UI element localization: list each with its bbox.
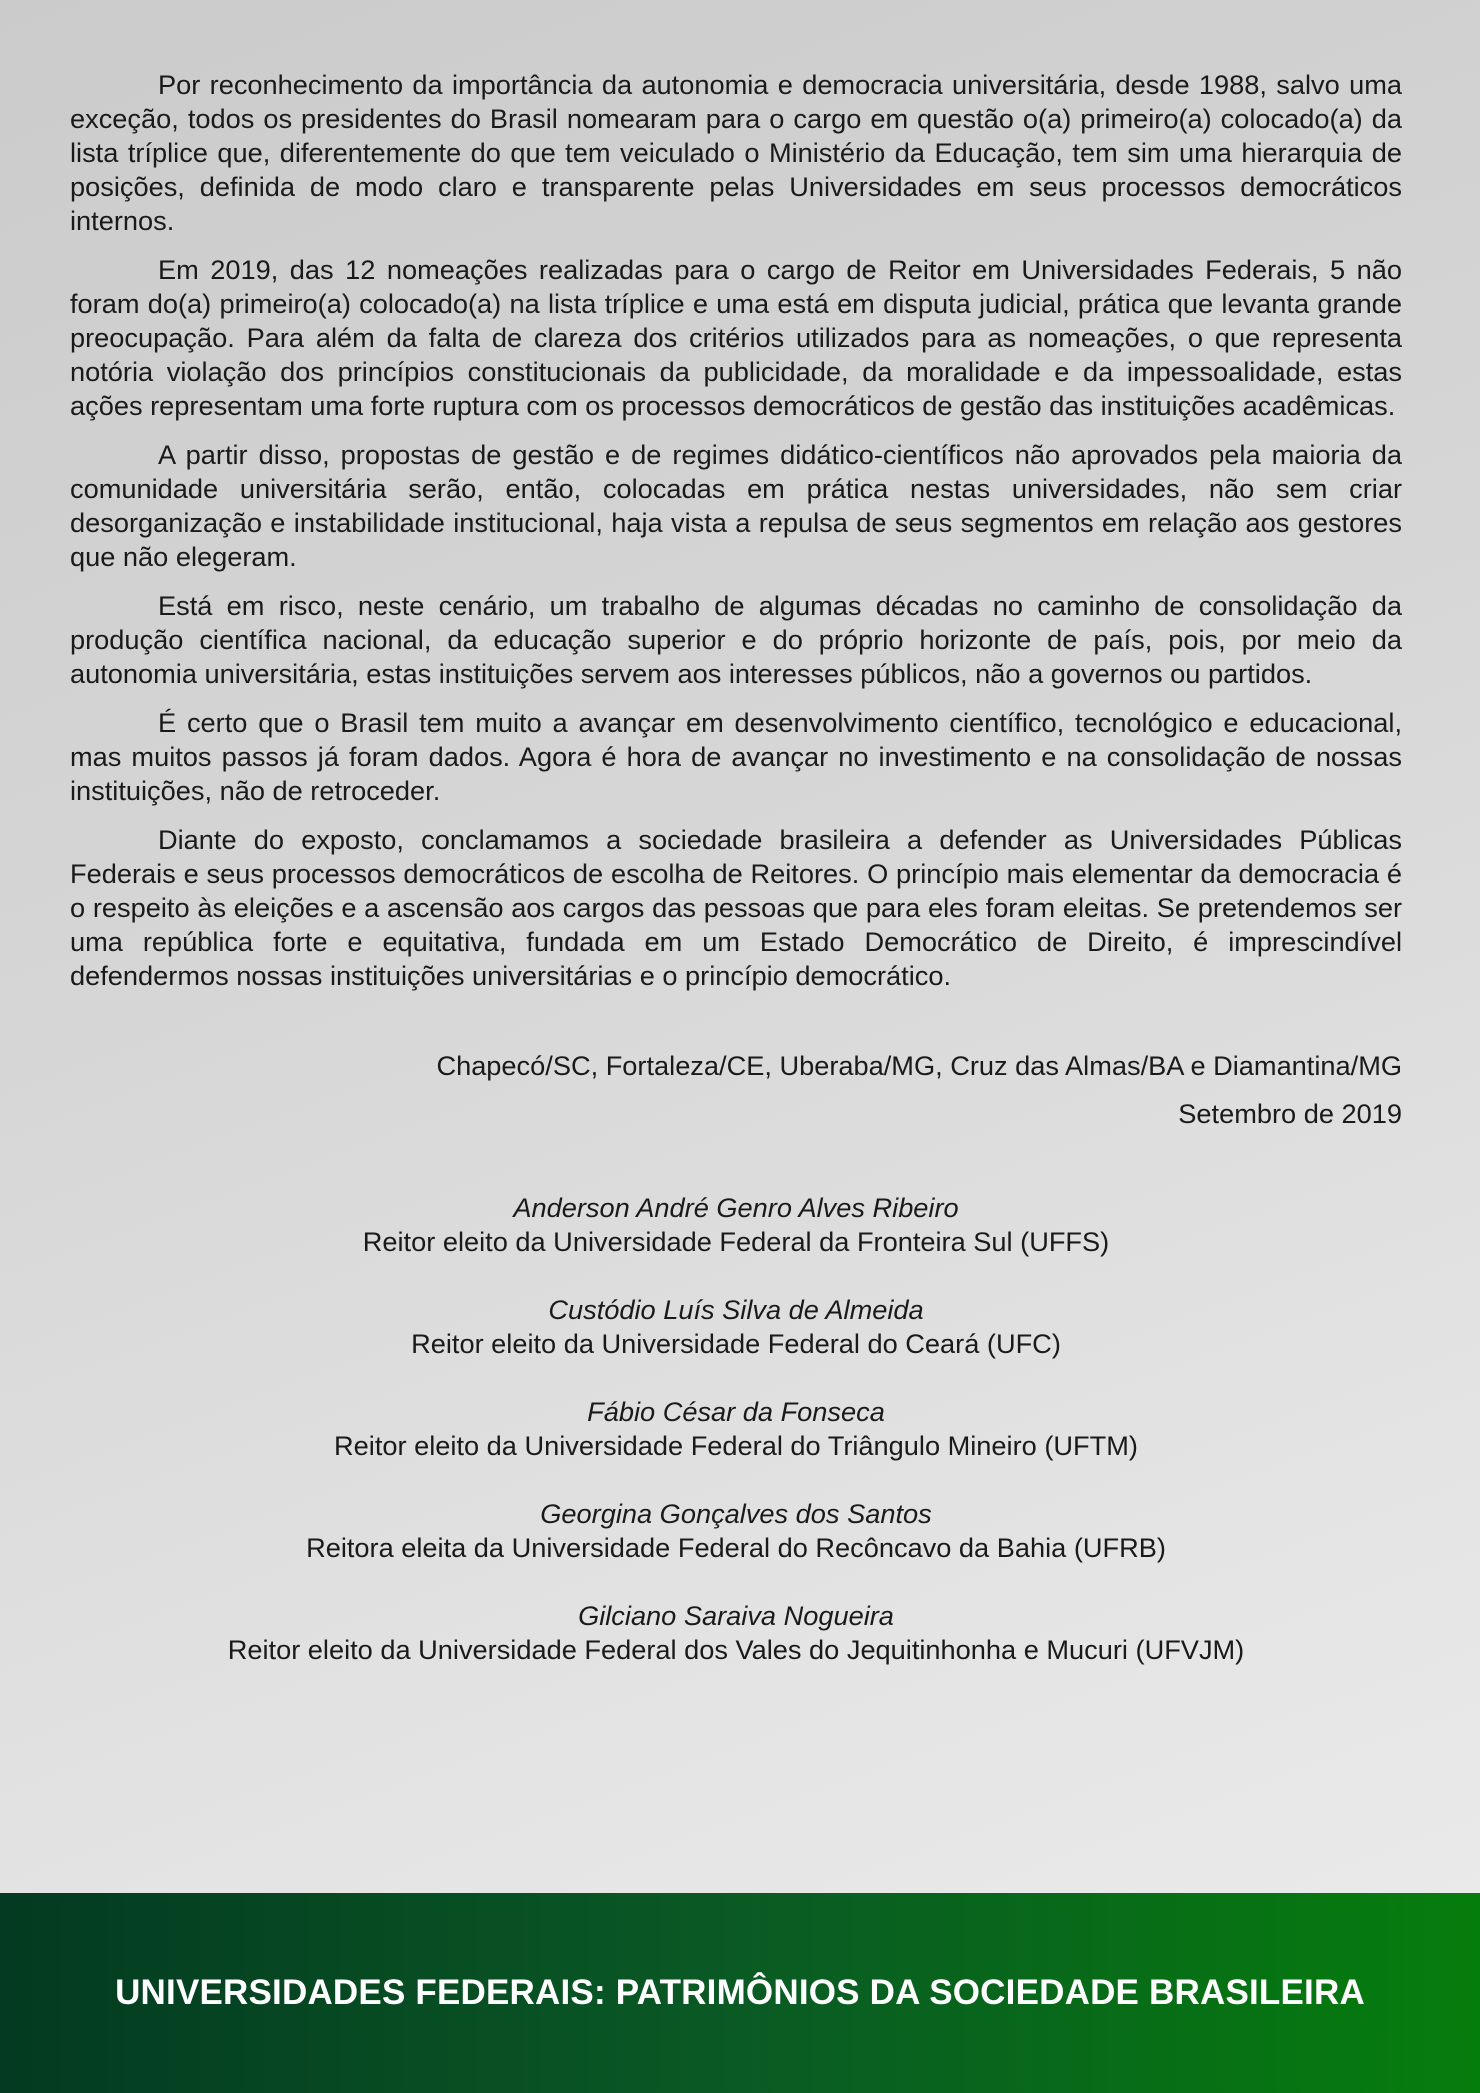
body-paragraph: Em 2019, das 12 nomeações realizadas para o cargo de Reitor em Universidades Federais, 5 não foram do(a) primeiro(a) colocado(a) na lista tríplice e uma está em disputa judicial, prática que levanta grande preocupação. Para além da falta de clareza dos critérios utilizados para as nomeações, o que representa notória violação dos princípios constitucionais da publicidade, da moralidade e da impessoalidade, estas ações representam uma forte ruptura com os processos democráticos de gestão das instituições acadêmicas.: [70, 254, 1402, 421]
signatory-name: Custódio Luís Silva de Almeida: [548, 1294, 924, 1325]
signatory: [70, 1191, 1402, 1259]
footer-banner: [0, 1893, 1480, 2093]
signatory: [70, 1293, 1402, 1361]
body-paragraph: É certo que o Brasil tem muito a avançar em desenvolvimento científico, tecnológico e educacional, mas muitos passos já foram dados. Agora é hora de avançar no investimento e na consolidação de nossas instituições, não de retroceder.: [70, 707, 1402, 806]
body-paragraph: Diante do exposto, conclamamos a sociedade brasileira a defender as Universidades Públicas Federais e seus processos democráticos de escolha de Reitores. O princípio mais elementar da democracia é o respeito às eleições e a ascensão aos cargos das pessoas que para eles foram eleitas. Se pretendemos ser uma república forte e equitativa, fundada em um Estado Democrático de Direito, é imprescindível defendermos nossas instituições universitárias e o princípio democrático.: [70, 824, 1402, 991]
signatories-list: [70, 1191, 1402, 1667]
signoff: [70, 1049, 1402, 1131]
body-paragraph: A partir disso, propostas de gestão e de regimes didático-científicos não aprovados pela maioria da comunidade universitária serão, então, colocadas em prática nestas universidades, não sem criar desorganização e instabilidade institucional, haja vista a repulsa de seus segmentos em relação aos gestores que não elegeram.: [70, 439, 1402, 572]
signatory-role: Reitora eleita da Universidade Federal do Recôncavo da Bahia (UFRB): [306, 1532, 1166, 1563]
signatory-role: Reitor eleito da Universidade Federal dos Vales do Jequitinhonha e Mucuri (UFVJM): [227, 1634, 1245, 1665]
signatory-name: Anderson André Genro Alves Ribeiro: [513, 1192, 959, 1223]
signatory: [70, 1599, 1402, 1667]
signoff-places: Chapecó/SC, Fortaleza/CE, Uberaba/MG, Cruz das Almas/BA e Diamantina/MG: [436, 1050, 1402, 1081]
signatory-name: Gilciano Saraiva Nogueira: [578, 1600, 894, 1631]
signatory-name: Georgina Gonçalves dos Santos: [540, 1498, 932, 1529]
letter-body: [70, 68, 1402, 1701]
signatory: [70, 1395, 1402, 1463]
signatory-name: Fábio César da Fonseca: [587, 1396, 885, 1427]
signatory-role: Reitor eleito da Universidade Federal da Fronteira Sul (UFFS): [362, 1226, 1110, 1257]
signatory-role: Reitor eleito da Universidade Federal do Triângulo Mineiro (UFTM): [334, 1430, 1138, 1461]
signoff-date: Setembro de 2019: [1178, 1098, 1402, 1129]
signatory-role: Reitor eleito da Universidade Federal do Ceará (UFC): [411, 1328, 1061, 1359]
signatory: [70, 1497, 1402, 1565]
footer-title: UNIVERSIDADES FEDERAIS: PATRIMÔNIOS DA SOCIEDADE BRASILEIRA: [115, 1973, 1365, 2012]
body-paragraph: Está em risco, neste cenário, um trabalho de algumas décadas no caminho de consolidação da produção científica nacional, da educação superior e do próprio horizonte de país, pois, por meio da autonomia universitária, estas instituições servem aos interesses públicos, não a governos ou partidos.: [70, 590, 1402, 689]
body-paragraph: Por reconhecimento da importância da autonomia e democracia universitária, desde 1988, salvo uma exceção, todos os presidentes do Brasil nomearam para o cargo em questão o(a) primeiro(a) colocado(a) da lista tríplice que, diferentemente do que tem veiculado o Ministério da Educação, tem sim uma hierarquia de posições, definida de modo claro e transparente pelas Universidades em seus processos democráticos internos.: [70, 69, 1402, 236]
